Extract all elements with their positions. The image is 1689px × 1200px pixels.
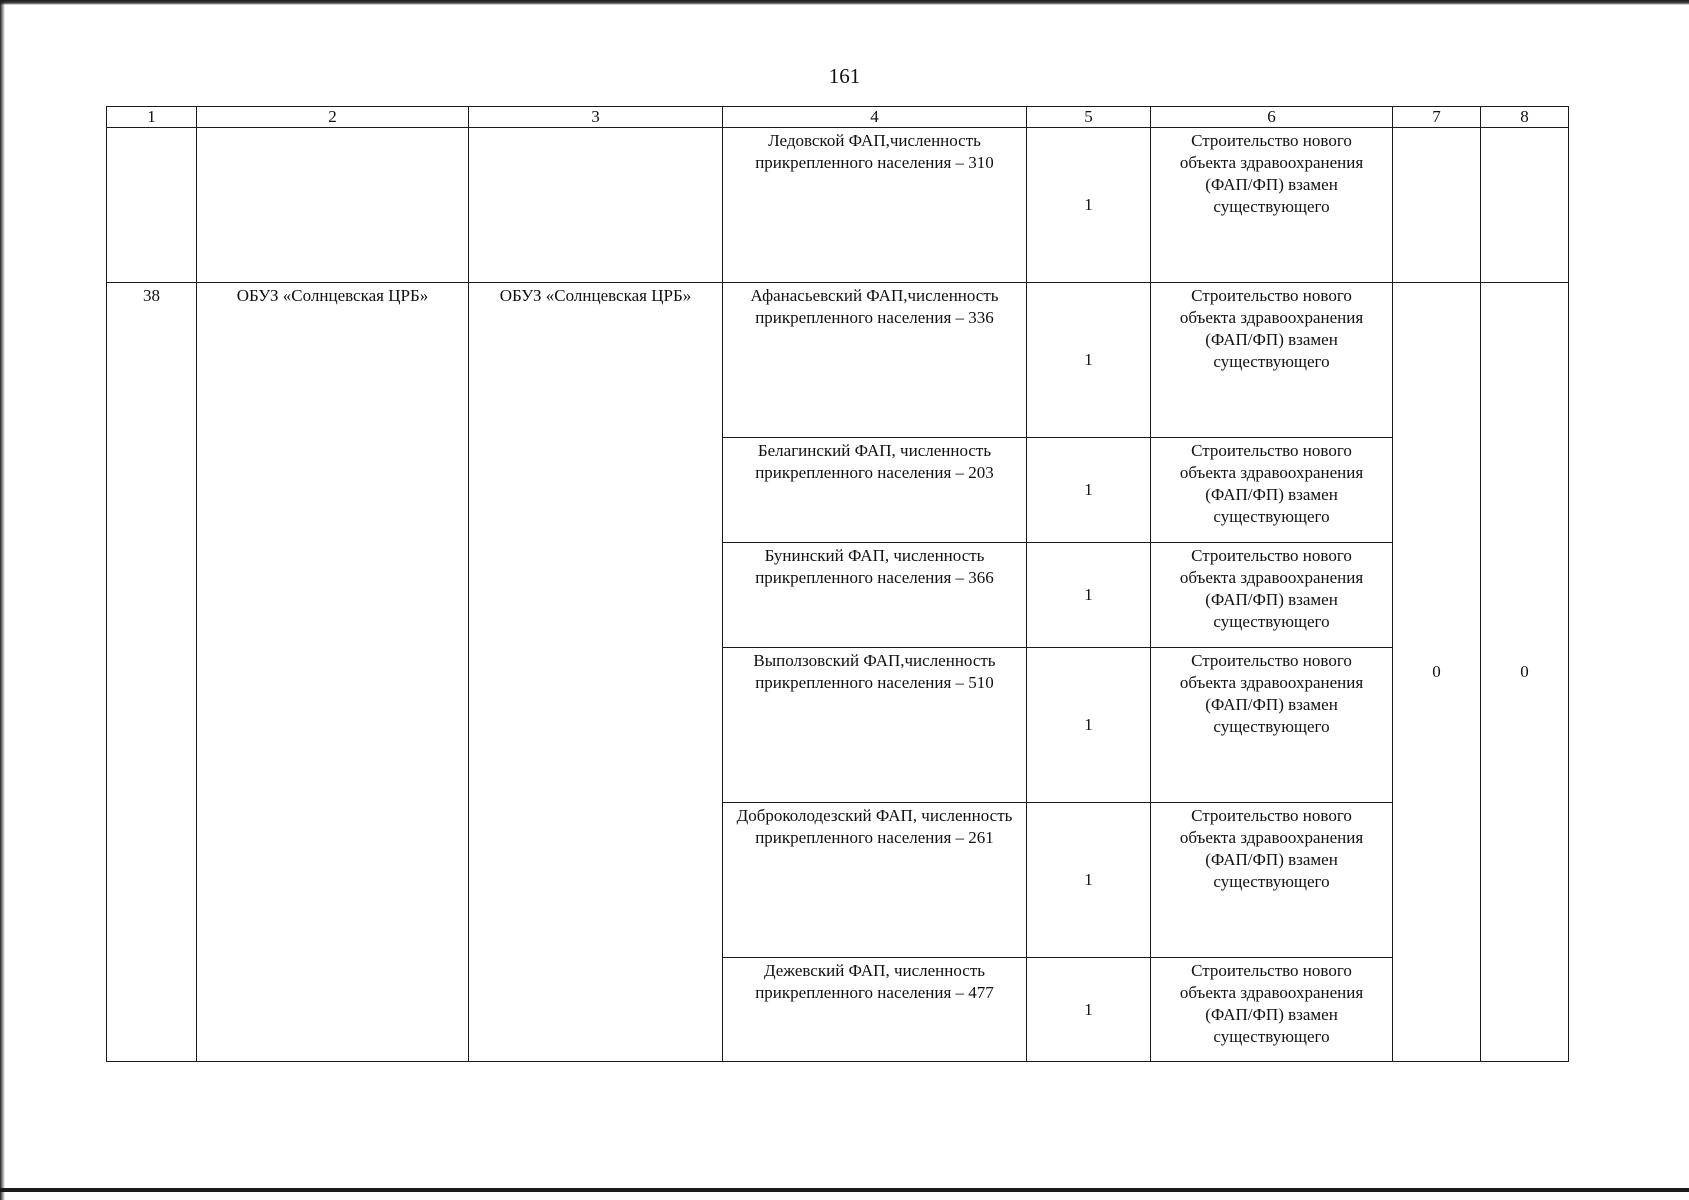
facility-cell: Ледовской ФАП,численность прикрепленного населения – 310 bbox=[723, 128, 1027, 283]
count-cell: 1 bbox=[1027, 803, 1151, 958]
col8-cell: 0 bbox=[1481, 283, 1569, 1062]
col8-cell bbox=[1481, 128, 1569, 283]
action-cell: Строительство нового объекта здравоохранения (ФАП/ФП) взамен существующего bbox=[1151, 283, 1393, 438]
table-row bbox=[107, 283, 1569, 438]
column-header: 6 bbox=[1151, 107, 1393, 128]
action-cell: Строительство нового объекта здравоохранения (ФАП/ФП) взамен существующего bbox=[1151, 803, 1393, 958]
responsible-cell: ОБУЗ «Солнцевская ЦРБ» bbox=[469, 283, 723, 1062]
row-number-cell bbox=[107, 128, 197, 283]
column-header: 5 bbox=[1027, 107, 1151, 128]
scan-edge-top bbox=[0, 0, 1689, 5]
facilities-table bbox=[106, 106, 1569, 1062]
col7-cell: 0 bbox=[1393, 283, 1481, 1062]
column-header: 1 bbox=[107, 107, 197, 128]
action-cell: Строительство нового объекта здравоохранения (ФАП/ФП) взамен существующего bbox=[1151, 543, 1393, 648]
count-cell: 1 bbox=[1027, 648, 1151, 803]
facility-cell: Дежевский ФАП, численность прикрепленного населения – 477 bbox=[723, 958, 1027, 1062]
table-row bbox=[107, 128, 1569, 283]
responsible-cell bbox=[469, 128, 723, 283]
action-cell: Строительство нового объекта здравоохранения (ФАП/ФП) взамен существующего bbox=[1151, 958, 1393, 1062]
action-cell: Строительство нового объекта здравоохранения (ФАП/ФП) взамен существующего bbox=[1151, 438, 1393, 543]
facility-cell: Белагинский ФАП, численность прикрепленного населения – 203 bbox=[723, 438, 1027, 543]
action-cell: Строительство нового объекта здравоохранения (ФАП/ФП) взамен существующего bbox=[1151, 128, 1393, 283]
count-cell: 1 bbox=[1027, 958, 1151, 1062]
page-number: 161 bbox=[828, 64, 861, 88]
scan-edge-bottom bbox=[0, 1188, 1689, 1192]
count-cell: 1 bbox=[1027, 543, 1151, 648]
column-header: 8 bbox=[1481, 107, 1569, 128]
count-cell: 1 bbox=[1027, 283, 1151, 438]
facility-cell: Доброколодезский ФАП, численность прикрепленного населения – 261 bbox=[723, 803, 1027, 958]
column-header: 7 bbox=[1393, 107, 1481, 128]
column-header: 3 bbox=[469, 107, 723, 128]
count-cell: 1 bbox=[1027, 438, 1151, 543]
institution-cell: ОБУЗ «Солнцевская ЦРБ» bbox=[197, 283, 469, 1062]
col7-cell bbox=[1393, 128, 1481, 283]
row-number-cell: 38 bbox=[107, 283, 197, 1062]
column-number-row bbox=[107, 107, 1569, 128]
institution-cell bbox=[197, 128, 469, 283]
column-header: 2 bbox=[197, 107, 469, 128]
count-cell: 1 bbox=[1027, 128, 1151, 283]
facility-cell: Бунинский ФАП, численность прикрепленного населения – 366 bbox=[723, 543, 1027, 648]
column-header: 4 bbox=[723, 107, 1027, 128]
facility-cell: Выползовский ФАП,численность прикрепленного населения – 510 bbox=[723, 648, 1027, 803]
facility-cell: Афанасьевский ФАП,численность прикрепленного населения – 336 bbox=[723, 283, 1027, 438]
scan-edge-left bbox=[0, 0, 5, 1200]
action-cell: Строительство нового объекта здравоохранения (ФАП/ФП) взамен существующего bbox=[1151, 648, 1393, 803]
